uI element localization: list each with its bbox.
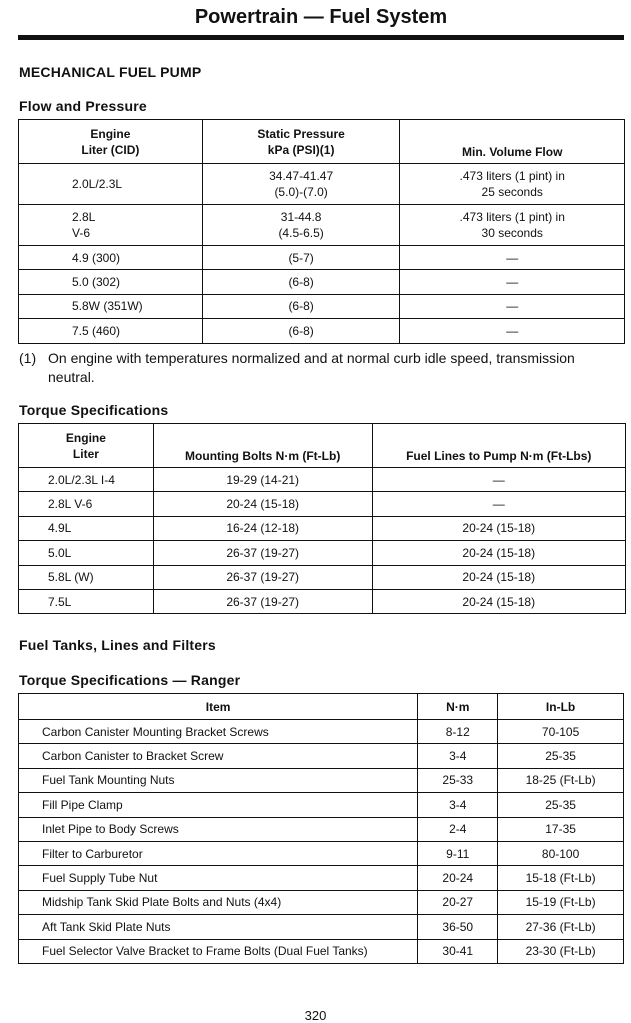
torque-specifications-table [18,423,626,614]
fuel-lines-cell: 20-24 (15-18) [372,565,626,589]
engine-cell: 5.0L [19,541,154,565]
item-cell: Fill Pipe Clamp [19,793,418,817]
ranger-torque-table [18,693,624,964]
torque-header-row [19,424,626,468]
static-pressure-cell: 34.47-41.47 (5.0)-(7.0) [202,164,400,205]
mounting-bolts-cell: 20-24 (15-18) [153,492,372,516]
nm-cell: 2-4 [418,817,498,841]
engine-cell: 4.9 (300) [19,246,203,270]
volume-flow-cell: — [400,319,625,343]
table-row [19,793,624,817]
nm-cell: 30-41 [418,939,498,963]
inlb-cell: 15-19 (Ft-Lb) [498,890,624,914]
torque-header-fuel-lines: Fuel Lines to Pump N·m (Ft-Lbs) [372,424,626,468]
item-cell: Carbon Canister Mounting Bracket Screws [19,720,418,744]
item-cell: Fuel Supply Tube Nut [19,866,418,890]
nm-cell: 20-27 [418,890,498,914]
torque-header-engine: Engine Liter [19,424,154,468]
item-cell: Fuel Selector Valve Bracket to Frame Bolts (Dual Fuel Tanks) [19,939,418,963]
fuel-lines-cell: 20-24 (15-18) [372,541,626,565]
nm-cell: 9-11 [418,841,498,865]
engine-cell: 2.8L V-6 [19,492,154,516]
item-cell: Carbon Canister to Bracket Screw [19,744,418,768]
ranger-header-nm: N·m [418,694,498,720]
table-row [19,246,625,270]
flow-header-static-pressure: Static Pressure kPa (PSI)(1) [202,120,400,164]
table-row [19,270,625,294]
section-heading-mechanical-fuel-pump: MECHANICAL FUEL PUMP [19,64,202,80]
ranger-header-inlb: In-Lb [498,694,624,720]
inlb-cell: 17-35 [498,817,624,841]
nm-cell: 3-4 [418,744,498,768]
fuel-tanks-lines-filters-heading: Fuel Tanks, Lines and Filters [19,637,216,653]
torque-ranger-heading: Torque Specifications — Ranger [19,672,241,688]
table-row [19,541,626,565]
mounting-bolts-cell: 26-37 (19-27) [153,589,372,613]
static-pressure-cell: 31-44.8 (4.5-6.5) [202,205,400,246]
fuel-lines-cell: 20-24 (15-18) [372,589,626,613]
static-pressure-cell: (6-8) [202,319,400,343]
torque-header-mounting-bolts: Mounting Bolts N·m (Ft-Lb) [153,424,372,468]
mounting-bolts-cell: 19-29 (14-21) [153,468,372,492]
flow-header-row [19,120,625,164]
table-row [19,890,624,914]
flow-header-min-volume-flow: Min. Volume Flow [400,120,625,164]
inlb-cell: 18-25 (Ft-Lb) [498,768,624,792]
fuel-lines-cell: 20-24 (15-18) [372,516,626,540]
footnote-text: On engine with temperatures normalized and at normal curb idle speed, transmission neutral. [48,350,575,385]
engine-cell: 5.8W (351W) [19,294,203,318]
item-cell: Filter to Carburetor [19,841,418,865]
table-row [19,205,625,246]
nm-cell: 36-50 [418,915,498,939]
engine-cell: 2.0L/2.3L I-4 [19,468,154,492]
inlb-cell: 25-35 [498,793,624,817]
nm-cell: 25-33 [418,768,498,792]
table-row [19,565,626,589]
fuel-lines-cell: — [372,492,626,516]
table-row [19,468,626,492]
volume-flow-cell: .473 liters (1 pint) in 25 seconds [400,164,625,205]
page-number: 320 [304,1008,327,1023]
item-cell: Midship Tank Skid Plate Bolts and Nuts (4x4) [19,890,418,914]
inlb-cell: 15-18 (Ft-Lb) [498,866,624,890]
table-row [19,164,625,205]
volume-flow-cell: .473 liters (1 pint) in 30 seconds [400,205,625,246]
engine-cell: 2.8L V-6 [19,205,203,246]
footnote-mark: (1) [19,350,37,366]
ranger-header-item: Item [19,694,418,720]
flow-header-engine: Engine Liter (CID) [19,120,203,164]
footnote [19,349,625,387]
table-row [19,939,624,963]
table-row [19,589,626,613]
flow-pressure-table [18,119,625,344]
inlb-cell: 80-100 [498,841,624,865]
table-row [19,294,625,318]
ranger-header-row [19,694,624,720]
engine-cell: 5.8L (W) [19,565,154,589]
table-row [19,492,626,516]
table-row [19,720,624,744]
nm-cell: 3-4 [418,793,498,817]
table-row [19,744,624,768]
table-row [19,768,624,792]
item-cell: Fuel Tank Mounting Nuts [19,768,418,792]
page-title: Powertrain — Fuel System [194,6,448,28]
inlb-cell: 25-35 [498,744,624,768]
table-row [19,319,625,343]
engine-cell: 5.0 (302) [19,270,203,294]
engine-cell: 4.9L [19,516,154,540]
engine-cell: 2.0L/2.3L [19,164,203,205]
flow-pressure-heading: Flow and Pressure [19,98,147,114]
table-row [19,915,624,939]
inlb-cell: 70-105 [498,720,624,744]
table-row [19,866,624,890]
nm-cell: 8-12 [418,720,498,744]
inlb-cell: 27-36 (Ft-Lb) [498,915,624,939]
static-pressure-cell: (6-8) [202,294,400,318]
item-cell: Inlet Pipe to Body Screws [19,817,418,841]
title-rule [18,35,624,40]
mounting-bolts-cell: 16-24 (12-18) [153,516,372,540]
mounting-bolts-cell: 26-37 (19-27) [153,565,372,589]
volume-flow-cell: — [400,294,625,318]
torque-specifications-heading: Torque Specifications [19,402,169,418]
static-pressure-cell: (5-7) [202,246,400,270]
volume-flow-cell: — [400,270,625,294]
inlb-cell: 23-30 (Ft-Lb) [498,939,624,963]
engine-cell: 7.5L [19,589,154,613]
table-row [19,841,624,865]
fuel-lines-cell: — [372,468,626,492]
item-cell: Aft Tank Skid Plate Nuts [19,915,418,939]
table-row [19,516,626,540]
volume-flow-cell: — [400,246,625,270]
engine-cell: 7.5 (460) [19,319,203,343]
table-row [19,817,624,841]
nm-cell: 20-24 [418,866,498,890]
mounting-bolts-cell: 26-37 (19-27) [153,541,372,565]
static-pressure-cell: (6-8) [202,270,400,294]
